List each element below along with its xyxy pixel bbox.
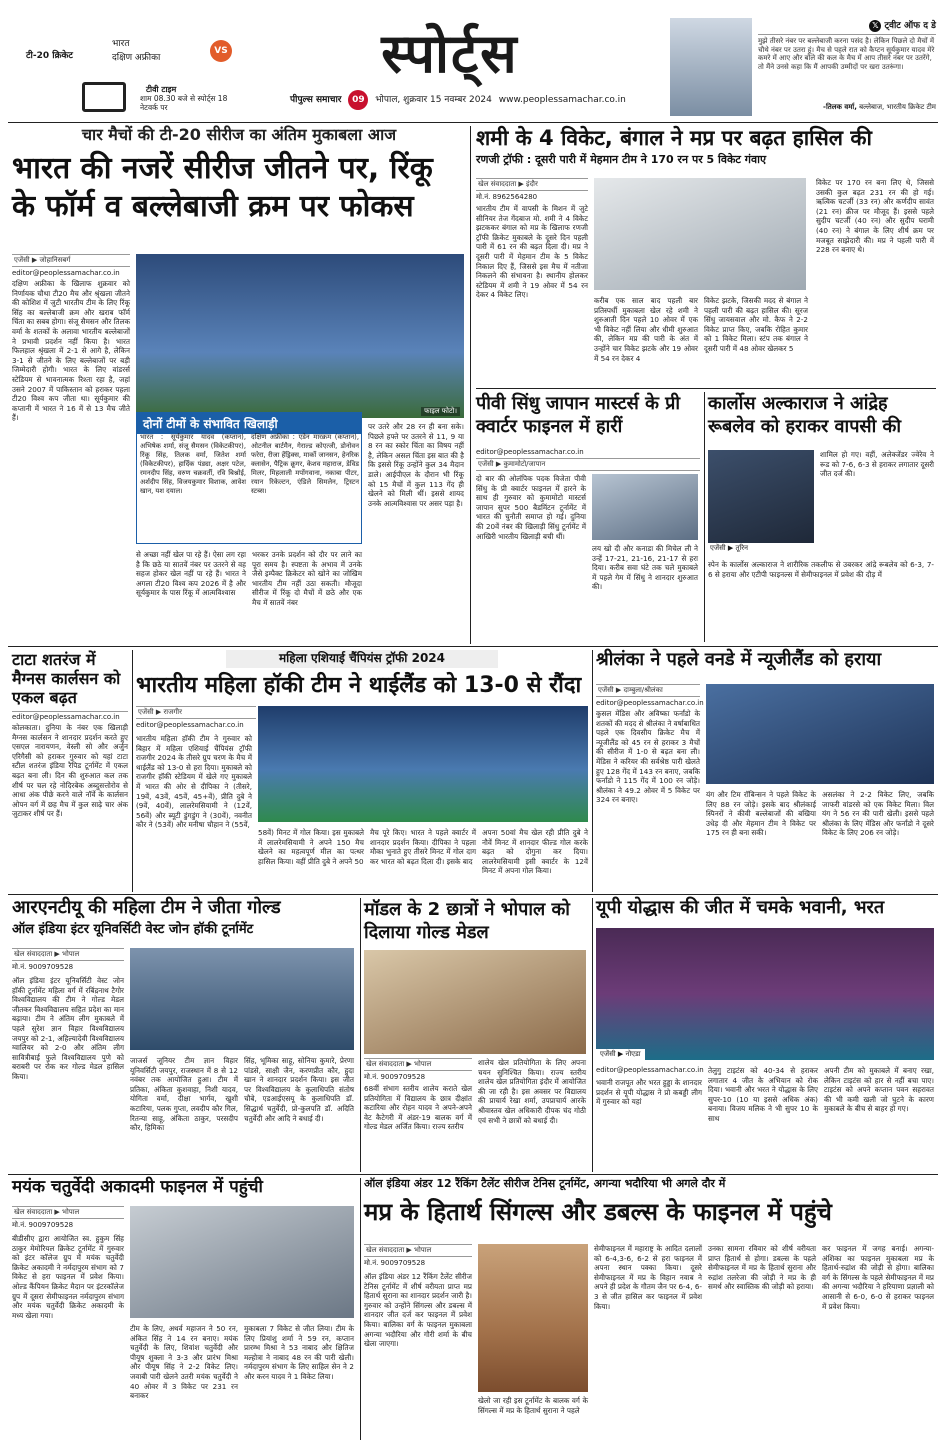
website-link[interactable]: www.peoplessamachar.co.in — [498, 95, 626, 105]
rntu-subhead: ऑल इंडिया इंटर यूनिवर्सिटी वेस्ट जोन हॉकी टूर्नामेंट — [12, 921, 254, 937]
tweet-author-role: बल्लेबाज, भारतीय क्रिकेट टीम — [859, 103, 936, 111]
rntu-text2: जाजर्स जूनियर टीम ज्ञान विहार यूनिवर्सिटी जयपुर, राजस्थान में 8 से 12 नवंबर तक आयोजित हुआ। टीम में प्रतिका, अंकिता कुशवाहा, निशी यादव, योगिता वर्मा, दीक्षा भार्गव, खुशी कटारिया, पलक गुप्ता, लवदीप कौर गिल, रितन्या साहू, अंकिता ठाकुर, परसदीप कौर, हिमिका — [130, 1056, 238, 1133]
squad-india: भारत : सूर्यकुमार यादव (कप्तान), अभिषेक शर्मा, संजू सैमसन (विकेटकीपर), रिंकू सिंह, तिलक वर्मा, जितेश शर्मा (विकेटकीपर), हार्दिक पंड्या, अक्षर पटेल, रमनदीप सिंह, वरुण चक्रवर्ती, रवि बिश्नोई, अर्शदीप सिंह, विजयकुमार विशाक, आवेश खान, यश दयाल। — [140, 433, 246, 495]
model-photo — [364, 950, 586, 1054]
masthead — [290, 18, 626, 118]
hockey-text4: अपना 50वां मैच खेल रही प्रीति दुबे ने नौवें मिनट में शानदार फील्ड गोल करके बढ़त को दोगुना कर दिया। लालरेमसियामी इसी क्वार्टर के 12वें मिनट में अपना गोल किया। — [482, 828, 588, 876]
rntu-photo — [130, 948, 354, 1050]
lead-squad-box — [136, 412, 362, 544]
tennis-text4: कर फाइनल में जगह बनाई। अगन्या-अंशिका का फाइनल मुकाबला मप्र के हितार्थ-रुद्रांश की जोड़ी से होगा। बालिका वर्ग के सिंगल्स के पहले सेमीफाइनल में मप्र की अगन्या भदौरिया ने हरियाणा प्रज्ञाली को आसानी से 6-0, 6-0 से हराकर फाइनल में प्रवेश किया। — [822, 1244, 934, 1311]
model-headline: मॉडल के 2 छात्रों ने भोपाल को दिलाया गोल्ड मेडल — [364, 899, 570, 943]
hockey-text2: 58वें) मिनट में गोल किया। इस मुकाबले में लालरेमसियामी ने अपने 150 मैच खेलने का महत्वपूर्ण मील का पत्थर हासिल किया। वहीं प्रीति दुबे ने अपने 50 — [258, 828, 364, 866]
chess-text: कोलकाता। दुनिया के नंबर एक खिलाड़ी मैग्नस कार्लसन ने शानदार प्रदर्शन करते हुए एसएल नारायणन, वेस्ली सो और अर्जुन एरिगैसी को हराकर गुरुवार को यहां टाटा स्टील शतरंज इंडिया रैपिड टूर्नामेंट में एकल बढ़त बना ली। दिन की शुरुआत कल तक शीर्ष पर चल रहे नोदिरबेक अब्दुसत्तोरोव से आधा अंक पीछे करने वाले नॉर्वे के कार्लसन ओपन वर्ग में छह मैच में कुल साढ़े चार अंक जुटाकर शीर्ष पर हैं। — [12, 723, 128, 819]
vs-badge: VS — [210, 40, 232, 62]
lead-email: editor@peoplessamachar.co.in — [12, 269, 120, 277]
mayank-text3: मुकाबला 7 विकेट से जीत लिया। टीम के लिए प्रियांशु शर्मा ने 59 रन, कप्तान प्रारम्भ मिश्रा ने 53 नाबाद और क्षितिज मल्होत्रा ने नाबाद 48 रन की पारी खेली। नर्मदापुरम संभाग के लिए साहिल सेन ने 2 और करन यादव ने 1 विकेट लिया। — [244, 1324, 354, 1381]
sindhu-story — [476, 392, 700, 642]
tweet-author-photo — [670, 18, 752, 116]
tennis-photo — [478, 1244, 588, 1392]
rntu-mobile: मो.नं. 9009709528 — [12, 963, 74, 971]
shami-col1: भारतीय टीम में वापसी के मिशन में जुटे सीनियर तेज गेंदबाज मो. शमी ने 4 विकेट झटककर बंगाल को मप्र के खिलाफ रणजी ट्रॉफी क्रिकेट मुकाबले के दूसरे दिन पहली पारी में 61 रन की बढ़त दिला दी। मप्र ने दूसरी पारी में मेहमान टीम के 5 विकेट निकाल दिए हैं, जिससे इस मैच में नतीजा निकलने की संभावना है। स्थानीय होलकर स्टेडियम में शमी ने 19 ओवर में 54 रन देकर 4 विकेट लिए। — [476, 204, 588, 300]
srilanka-text1: कुसल मेंडिस और अविष्का फर्नांडो के शतकों की मदद से श्रीलंका ने वर्षाबाधित पहले एक दिवसीय क्रिकेट मैच में न्यूजीलैंड को 45 रन से हराकर 3 मैचों की सीरीज में 1-0 से बढ़त बना ली। मेंडिस ने करियर की सर्वश्रेष्ठ पारी खेलते हुए 128 गेंद में 143 रन बनाए, जबकि फर्नांडो ने 115 गेंद में 100 रन जोड़े। श्रीलंका ने 49.2 ओवर में 5 विकेट पर 324 रन बनाए। — [596, 709, 700, 805]
shami-story — [476, 126, 936, 386]
hockey-kicker: महिला एशियाई चैंपियंस ट्रॉफी 2024 — [226, 650, 498, 668]
model-byline: खेल संवाददाता ▶ भोपाल — [364, 1058, 472, 1071]
tennis-text2: सेमीफाइनल में महाराष्ट्र के आदित दलालों को 6-4,3-6, 6-2 से हरा फाइनल में अपना स्थान पक्का किया। दूसरे सेमीफाइनल में मप्र के विहान नवाब ने अपने ही प्रदेश के गौतम जैन पर 6-4, 6-3 से जीत हासिल कर फाइनल में प्रवेश किया। — [594, 1244, 702, 1311]
upyoddha-headline: यूपी योद्धास की जीत में चमके भवानी, भरत — [596, 897, 885, 918]
upyoddha-photo — [596, 928, 934, 1060]
lead-col4: पर उतरे और 28 रन ही बना सके। पिछले हफ्ते पर उतरने से 11, 9 या 8 रन का स्कोर चिंता का विषय नहीं है, लेकिन असल चिंता इस बात की है कि इससे रिंकू उन्होंने कुल 34 मैदान डाले। आईपीएल के दौरान भी रिंकू को 15 मैचों में कुल 113 गेंद ही खेलने को मिली थीं। इससे शायद उनके आत्मविश्वास पर असर पड़ा है। — [368, 422, 464, 508]
shami-headline: शमी के 4 विकेट, बंगाल ने मप्र पर बढ़त हासिल की — [476, 126, 872, 150]
rntu-text1: ऑल इंडिया इंटर यूनिवर्सिटी वेस्ट जोन हॉकी टूर्नामेंट महिला वर्ग में रबिंद्रनाथ टैगोर विश्वविद्यालय की टीम ने गोल्ड मेडल जीतकर विश्वविद्यालय सहित प्रदेश का मान बढ़ाया। टीम ने अंतिम लीग मुकाबले में पहले सुरेश ज्ञान विहार विश्वविद्यालय जयपुर को 2-1, अहिल्यादेवी विश्वविद्यालय ग्वालियर को 2-0 और अंतिम लीग सावित्रीबाई फुले विश्वविद्यालय पुणे को बराबरी पर रोक कर गोल्ड मेडल हासिल किया। — [12, 976, 124, 1081]
shami-byline: खेल संवाददाता ▶ इंदौर — [476, 178, 588, 191]
shami-mobile: मो.नं. 8962564280 — [476, 193, 538, 201]
shami-photo — [594, 178, 806, 290]
tennis-kicker: ऑल इंडिया अंडर 12 रैंकिंग टैलेंट सीरीज टेनिस टूर्नामेंट, अगन्या भदौरिया भी अगले दौर में — [364, 1177, 726, 1190]
hockey-byline: एजेंसी ▶ राजगीर — [136, 706, 256, 719]
x-logo-icon: 𝕏 — [869, 20, 881, 32]
alcaraz-photo — [708, 450, 814, 554]
model-text1: 68वीं संभाग स्तरीय शालेय कराते खेल प्रतियोगिता में विद्यालय के छात्र दीक्षांत कटारिया और रोहन यादव ने अपने-अपने वेट कैटेगरी में अंडर-19 बालक वर्ग में गोल्ड मेडल अर्जित किया। राज्य स्तरीय — [364, 1084, 472, 1132]
lead-col1: दक्षिण अफ्रीका के खिलाफ शुक्रवार को निर्णायक चौथा टी20 मैच और श्रृंखला जीतने की कोशिश में जुटी भारतीय टीम के लिए रिंकू सिंह का बल्लेबाजी क्रम और खराब फॉर्म चिंता का सबब होगा। संजू सैमसन और तिलक वर्मा के शतकों के अलावा भारतीय बल्लेबाजों ने प्रभावी प्रदर्शन नहीं किया है। भारत फिलहाल श्रृंखला में 2-1 से आगे है, लेकिन 3-1 से जीतने के लिए बल्लेबाजों पर बड़ी जिम्मेदारी होगी। भारत के लिए वांडरर्स स्टेडियम से भावनात्मक रिश्ता रहा है, जहां उसने 2007 में पाकिस्तान को हराकर पहला टी20 विश्व कप जीता था। सूर्यकुमार की कप्तानी में भारत ने 16 में से 13 मैच जीते हैं। — [12, 279, 130, 423]
tennis-caption: खेलो जा रही इस टूर्नामेंट के बालक वर्ग के सिंगल्स में मप्र के हितार्थ सुराना ने पहले — [478, 1396, 588, 1415]
tennis-byline: खेल संवाददाता ▶ भोपाल — [364, 1244, 472, 1257]
tv-label: टीवी टाइम — [146, 85, 177, 94]
tweet-text: मुझे तीसरे नंबर पर बल्लेबाजी करना पसंद है। लेकिन पिछले दो मैचों में चौथे नंबर पर उतरा हूं। मैच से पहले रात को कैप्टन सूर्यकुमार यादव मेरे कमरे में आए और बोले की कल के मैच में आप तीसरे नंबर पर उतरेंगे, तो मैंने उनसे कहा कि मैं आपकी उम्मीदों पर खरा उतरूंगा। — [758, 37, 935, 71]
rntu-byline: खेल संवाददाता ▶ भोपाल — [12, 948, 124, 961]
teaser-team1: भारत — [112, 39, 130, 49]
srilanka-story — [596, 650, 936, 890]
upyoddha-email: editor@peoplessamachar.co.in — [596, 1066, 704, 1074]
hockey-headline: भारतीय महिला हॉकी टीम ने थाईलैंड को 13-0 से रौंदा — [136, 672, 582, 698]
alcaraz-text1: शामिल हो गए। वहीं, अलेक्जेंडर ज्वेरेव ने रूड को 7-6, 6-3 से हराकर लगातार दूसरी जीत दर्ज की। — [820, 450, 934, 479]
upyoddha-text2: तेलुगु टाइटंस को 40-34 से हराकर लगातार 4 जीत के अभियान को रोक दिया। भवानी और भरत ने योद्धास के लिए सुपर-10 (10 या इससे अधिक अंक) बनाया। विजय मलिक ने भी सुपर 10 के साथ — [708, 1066, 818, 1123]
lead-story — [12, 126, 466, 642]
tennis-text3: उनका सामना रविवार को शीर्ष वरीयता प्राप्त हितार्थ से होगा। डबल्स के पहले सेमीफाइनल में मप्र के हितार्थ सुराना और रुद्रांश तलरेजा की जोड़ी ने मप्र के ही समर्थ और स्वास्तिक की जोड़ी को हराया। — [708, 1244, 816, 1292]
rntu-text3: सिंह, भूमिका साहू, सोनिया कुमारे, प्रेरणा पांडसे, साक्षी जैन, करणप्रीत कौर, हुदा खान ने शानदार प्रदर्शन किया। इस जीत पर विश्वविद्यालय के कुलाधिपति संतोष चौबे, एडआईएसयू के कुलाधिपति डॉ. सिद्धार्थ चतुर्वेदी, प्रो-कुलपति डॉ. अदिति चतुर्वेदी और आदि ने बधाई दी। — [244, 1056, 354, 1123]
hockey-story — [136, 650, 588, 890]
upyoddha-text3: अपनी टीम को मुकाबले में बनाए रखा, लेकिन टाइटंस को हार से नहीं बचा पाए। टाइटंस को अपने कप्तान पवन सहरावत की भी कमी खली जो घुटने के कारण मुकाबले के बीच से बाहर हो गए। — [824, 1066, 934, 1114]
dateline: भोपाल, शुक्रवार 15 नवम्बर 2024 — [375, 95, 492, 105]
sindhu-email: editor@peoplessamachar.co.in — [476, 448, 584, 456]
sindhu-photo — [592, 474, 698, 540]
tv-icon — [82, 82, 126, 112]
srilanka-email: editor@peoplessamachar.co.in — [596, 699, 704, 707]
shami-col4: विकेट पर 170 रन बना लिए थे, जिससे उसकी कुल बढ़त 231 रन की हो गई। ऋत्विक चटर्जी (33 रन) और कर्णदीप सावंत (21 रन) क्रीज पर मौजूद हैं। इससे पहले सुदीप चटर्जी (40 रन) और सुदीप घरामी (40 रन) ने बंगाल के लिए शीर्ष क्रम पर मजबूत साझेदारी की। मप्र ने पहली पारी में 228 रन बनाए थे। — [816, 178, 934, 255]
model-text2: शालेय खेल प्रतियोगिता के लिए अपना चयन सुनिश्चित किया। राज्य स्तरीय शालेय खेल प्रतियोगिता इंदौर में आयोजित की जा रही है। इस अवसर पर विद्यालय की प्राचार्य रेखा शर्मा, उपप्राचार्य आरके श्रीवास्तव खेल अधिकारी दीपक चंद गोठी एवं सभी ने छात्रों को बधाई दी। — [478, 1058, 586, 1125]
tennis-text1: ऑल इंडिया अंडर 12 रैंकिंग टैलेंट सीरीज टेनिस टूर्नामेंट में शीर्ष वरीयता प्राप्त मप्र हितार्थ सुराना का शानदार प्रदर्शन जारी है। गुरुवार को उन्होंने सिंगल्स और डबल्स में शानदार जीत दर्ज कर फाइनल में प्रवेश किया। बालिका वर्ग के फाइनल मुकाबला अगन्या भदौरिया और गौरी शर्मा के बीच खेला जाएगा। — [364, 1272, 472, 1349]
mayank-text2: टीम के लिए, अथर्व महाजन ने 50 रन, अंकित सिंह ने 14 रन बनाए। मयंक चतुर्वेदी के लिए, शिवांश चतुर्वेदी और पीयूष शुक्ला ने 3-3 और प्रारंभ मिश्रा और पीयूष सिंह ने 2-2 विकेट लिए। जवाबी पारी खेलने उतरी मयंक चतुर्वेदी ने 40 ओवर में 3 विकेट पर 231 रन बनाकर — [130, 1324, 238, 1401]
sindhu-text1: दो बार की ओलंपिक पदक विजेता पीवी सिंधु के प्री क्वार्टर फाइनल में हारने के साथ ही गुरुवार को कुमामोटो मास्टर्स जापान सुपर 500 बैडमिंटन टूर्नामेंट में भारत की चुनौती समाप्त हो गई। दुनिया की 20वें नंबर की खिलाड़ी सिंधु टूर्नामेंट में आखिरी भारतीय खिलाड़ी बची थीं। — [476, 474, 586, 541]
alcaraz-story — [708, 392, 936, 642]
upyoddha-text1: भवानी राजपूत और भरत हुड्डा के शानदार प्रदर्शन से यूपी योद्धास ने प्रो कबड्डी लीग में गुरुवार को यहां — [596, 1078, 702, 1107]
tennis-story — [364, 1178, 936, 1440]
chess-email: editor@peoplessamachar.co.in — [12, 711, 128, 721]
model-story — [364, 898, 588, 1170]
teaser-box — [20, 30, 235, 115]
lead-col3: भरकर उनके प्रदर्शन को दौर पर लाने का पूरा समय है। स्पष्टता के अभाव में उनके जैसे इम्पैक्ट क्रिकेटर को खोने का जोखिम भारतीय टीम नहीं उठा सकती। मौजूदा सीरीज में रिंकू दो मैचों में छठे और एक मैच में सातवें नंबर — [252, 550, 362, 607]
lead-photo — [136, 254, 464, 418]
sindhu-byline: एजेंसी ▶ कुमामोटो/जापान — [476, 458, 700, 471]
shami-col3: विकेट झटके, जिसकी मदद से बंगाल ने पहली पारी की बढ़त हासिल की। सूरज सिंधु जायसवाल और मो. कैफ ने 2-2 विकेट प्राप्त किए, जबकि रोहित कुमार को 1 विकेट मिला। स्टंप तक बंगाल ने दूसरी पारी में 48 ओवर खेलकर 5 — [704, 296, 808, 353]
paper-name: पीपुल्स समाचार — [290, 95, 342, 105]
tweet-heading: ट्वीट ऑफ द डे — [884, 21, 936, 31]
srilanka-text2: यंग और टिम रॉबिन्सन ने पहले विकेट के लिए 88 रन जोड़े। इसके बाद श्रीलंकाई स्पिनरों ने कीवी बल्लेबाजों की बखिया उधेड़ दी और मेहमान टीम ने विकेट पर 175 रन ही बना सकी। — [706, 790, 816, 838]
upyoddha-byline: एजेंसी ▶ नोएडा — [596, 1049, 645, 1060]
lead-headline: भारत की नजरें सीरीज जीतने पर, रिंकू के फॉर्म व बल्लेबाजी क्रम पर फोकस — [12, 151, 433, 225]
lead-kicker: चार मैचों की टी-20 सीरीज का अंतिम मुकाबला आज — [81, 125, 397, 144]
upyoddha-story — [596, 898, 936, 1170]
mayank-text1: बीडीसीए द्वारा आयोजित स्व. हुकुम सिंह ठाकुर मेमोरियल क्रिकेट टूर्नामेंट में गुरुवार को इंटर कॉलेज ग्रुप में मयंक चतुर्वेदी क्रिकेट अकादमी ने नर्मदापुरम संभाग को 7 विकेट से हरा फाइनल में प्रवेश किया। ओल्ड कैंपियन क्रिकेट मैदान पर इंटरकॉलेज ग्रुप में दूसरा सेमीफाइनल नर्मदापुरम संभाग और मयंक चतुर्वेदी क्रिकेट अकादमी के मध्य खेला गया। — [12, 1234, 124, 1320]
tv-time: शाम 08.30 बजे से स्पोर्ट्स 18 नेटवर्क पर — [140, 94, 228, 112]
teaser-label: टी-20 क्रिकेट — [26, 51, 73, 61]
mayank-headline: मयंक चतुर्वेदी अकादमी फाइनल में पहुंची — [12, 1177, 263, 1197]
tweet-author: -तिलक वर्मा, — [823, 103, 857, 111]
tennis-headline: मप्र के हितार्थ सिंगल्स और डबल्स के फाइनल में पहुंचे — [364, 1197, 832, 1226]
alcaraz-headline: कार्लोस अल्काराज ने आंद्रेह रूबलेव को हराकर वापसी की — [708, 393, 902, 437]
tweet-box — [758, 18, 936, 118]
rntu-story — [12, 898, 356, 1170]
mayank-story — [12, 1178, 356, 1440]
teaser-team2: दक्षिण अफ्रीका — [112, 53, 161, 63]
squad-box-title: दोनों टीमों के संभावित खिलाड़ी — [137, 413, 361, 434]
lead-byline: एजेंसी ▶ जोहानिसबर्ग — [12, 254, 130, 267]
shami-col2: करीब एक साल बाद पहली बार प्रतिस्पर्धी मुकाबला खेल रहे शमी ने शुरुआती दिन पहले 10 ओवर में एक भी विकेट नहीं लिया और धीमी शुरुआत की, लेकिन मप्र की पारी के अंत में उन्होंने चार विकेट झटके और 19 ओवर में 54 रन देकर 4 — [594, 296, 698, 363]
shami-subhead: रणजी ट्रॉफी : दूसरी पारी में मेहमान टीम ने 170 रन पर 5 विकेट गंवाए — [476, 153, 767, 167]
model-mobile: मो.नं. 9009709528 — [364, 1073, 426, 1081]
hockey-photo — [258, 706, 588, 822]
sindhu-headline: पीवी सिंधु जापान मास्टर्स के प्री क्वार्टर फाइनल में हारीं — [476, 393, 681, 437]
mayank-mobile: मो.नं. 9009709528 — [12, 1221, 74, 1229]
hockey-text3: मैच पूरे किए। भारत ने पहले क्वार्टर में शानदार प्रदर्शन किया। दीपिका ने पहला मौका भुनाते हुए तीसरे मिनट में गोल दाग कर भारत को बढ़त दिला दी। इसके बाद — [370, 828, 476, 866]
mayank-photo — [130, 1206, 354, 1318]
masthead-title: स्पोर्ट्स — [381, 21, 519, 85]
chess-story — [12, 650, 128, 890]
alcaraz-text2: स्पेन के कार्लोस अल्काराज ने शारीरिक तकलीफ से उबरकर आंद्रे रूबलेव को 6-3, 7-6 से हराया और एटीपी फाइनल्स में सेमीफाइनल में प्रवेश की दौड़ में — [708, 560, 934, 579]
srilanka-text3: असलंका ने 2-2 विकेट लिए, जबकि जाफरी वांडरसे को एक विकेट मिला। विल यंग ने 56 रन की पारी खेली। इससे पहले श्रीलंका के लिए मेंडिस और फर्नांडो ने दूसरे विकेट के लिए 206 रन जोड़े। — [822, 790, 934, 838]
squad-sa: दक्षिण अफ्रीका : एडेन मारक्रम (कप्तान), ओटनील बार्टमैन, गेराल्ड कोएत्जी, डोनोवन फरेरा, रीजा हेंड्रिक्स, मार्को जानसन, हेनरिक क्लासेन, पैट्रिक क्रूगर, केशव महाराज, डेविड मिलर, मिहलाली मपोंगवाना, नकाबा पीटर, रयान रिकेल्टन, एंडिले सिमलेन, ट्रिस्टन स्टब्स। — [251, 433, 359, 495]
tennis-mobile: मो.नं. 9009709528 — [364, 1259, 426, 1267]
lead-col2: से अच्छा नहीं खेल पा रहे हैं। ऐसा लग रहा है कि छठे या सातवें नंबर पर उतरने से वह सहज होकर खेल नहीं पा रहे हैं। भारत ने अगला टी20 विश्व कप 2026 में है और सूर्यकुमार के पास रिंकू में आत्मविश्वास — [136, 550, 246, 598]
hockey-text1: भारतीय महिला हॉकी टीम ने गुरुवार को बिहार में महिला एशियाई चैंपियंस ट्रॉफी राजगीर 2024 के तीसरे ग्रुप चरण के मैच में थाईलैंड को 13-0 से हरा दिया। मुकाबले को राजगीर हॉकी स्टेडियम में खेले गए मुकाबले में भारत की ओर से दीपिका ने (तीसरे, 19वें, 43वें, 45वें, 45+वें), प्रीति दुबे ने (9वें, 40वें), लालरेमसियामी ने (12वें, 56वें) और ब्यूटी डुंगडुंग ने (30वें), नवनीत कौर ने (53वें) और मनीषा चौहान ने (55वें, — [136, 734, 252, 830]
hockey-email: editor@peoplessamachar.co.in — [136, 721, 244, 729]
rntu-headline: आरएनटीयू की महिला टीम ने जीता गोल्ड — [12, 897, 281, 918]
alcaraz-byline: एजेंसी ▶ तूरिन — [708, 543, 814, 554]
srilanka-photo — [706, 684, 934, 784]
srilanka-byline: एजेंसी ▶ दाम्बुला/श्रीलंका — [596, 684, 700, 697]
chess-headline: टाटा शतरंज में मैग्नस कार्लसन को एकल बढ़त — [12, 650, 121, 707]
mayank-byline: खेल संवाददाता ▶ भोपाल — [12, 1206, 124, 1219]
srilanka-headline: श्रीलंका ने पहले वनडे में न्यूजीलैंड को हराया — [596, 649, 882, 670]
lead-photo-caption: फाइल फोटो। — [421, 407, 460, 416]
sindhu-text2: लय खो दी और कनाडा की मिचेल ली ने उन्हें 17-21, 21-16, 21-17 से हरा दिया। करीब सवा घंटे तक चले मुकाबले में पहले गेम में सिंधु ने शानदार शुरुआत की। — [592, 544, 698, 592]
page-number: 09 — [348, 90, 368, 110]
